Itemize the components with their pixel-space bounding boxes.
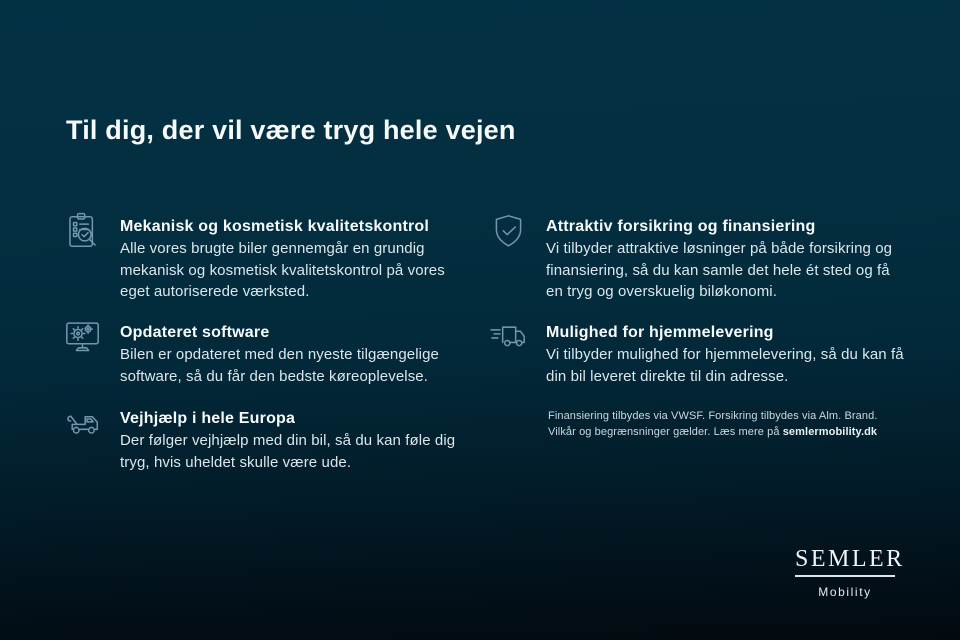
feature-heading: Vejhjælp i hele Europa xyxy=(120,410,296,427)
feature-body-line: Der følger vejhjælp med din bil, så du kan føle dig xyxy=(120,432,456,449)
feature-roadside-assistance xyxy=(60,402,455,473)
feature-body-line: Bilen er opdateret med den nyeste tilgængelige xyxy=(120,346,439,363)
feature-body-line: en tryg og overskuelig biløkonomi. xyxy=(546,283,778,300)
feature-body-line: Vi tilbyder attraktive løsninger på både forsikring og xyxy=(546,240,893,257)
logo-brand-text: SEMLER xyxy=(795,546,905,572)
feature-home-delivery xyxy=(486,316,904,387)
feature-body-line: eget autoriserede værksted. xyxy=(120,283,310,300)
feature-heading: Opdateret software xyxy=(120,324,270,341)
feature-body-line: tryg, hvis uheldet skulle være ude. xyxy=(120,453,352,471)
page-title: Til dig, der vil være tryg hele vejen xyxy=(66,115,516,145)
feature-updated-software xyxy=(60,316,439,387)
disclaimer-line-1: Finansiering tilbydes via VWSF. Forsikring tilbydes via Alm. Brand. xyxy=(548,410,878,422)
feature-heading: Mulighed for hjemmelevering xyxy=(546,324,774,341)
disclaimer-line-2 xyxy=(548,424,878,440)
feature-heading: Mekanisk og kosmetisk kvalitetskontrol xyxy=(120,218,430,235)
semler-mobility-logo xyxy=(795,546,905,599)
disclaimer-site-url: semlermobility.dk xyxy=(782,426,878,438)
logo-division-text: Mobility xyxy=(818,585,872,599)
feature-insurance-financing xyxy=(486,210,892,303)
feature-body-line: finansiering, så du kan samle det hele ét sted og få xyxy=(546,261,890,279)
feature-body-line: din bil leveret direkte til din adresse. xyxy=(546,367,789,385)
delivery-truck-icon xyxy=(486,316,530,360)
feature-quality-control xyxy=(60,210,445,303)
feature-body-line: mekanisk og kosmetisk kvalitetskontrol på vores xyxy=(120,261,445,279)
feature-body-line: Vi tilbyder mulighed for hjemmelevering, så du kan få xyxy=(546,346,904,363)
tow-truck-icon xyxy=(60,402,104,446)
feature-heading: Attraktiv forsikring og finansiering xyxy=(546,218,816,235)
feature-body-line: Alle vores brugte biler gennemgår en grundig xyxy=(120,240,425,257)
disclaimer-line-2-text: Vilkår og begrænsninger gælder. Læs mere på xyxy=(548,426,783,438)
feature-body-line: software, så du får den bedste køreoplevelse. xyxy=(120,367,429,385)
legal-disclaimer xyxy=(548,408,878,440)
quality-inspection-icon xyxy=(60,210,104,254)
logo-divider xyxy=(795,575,895,577)
shield-check-icon xyxy=(486,210,530,254)
software-monitor-icon xyxy=(60,316,104,360)
